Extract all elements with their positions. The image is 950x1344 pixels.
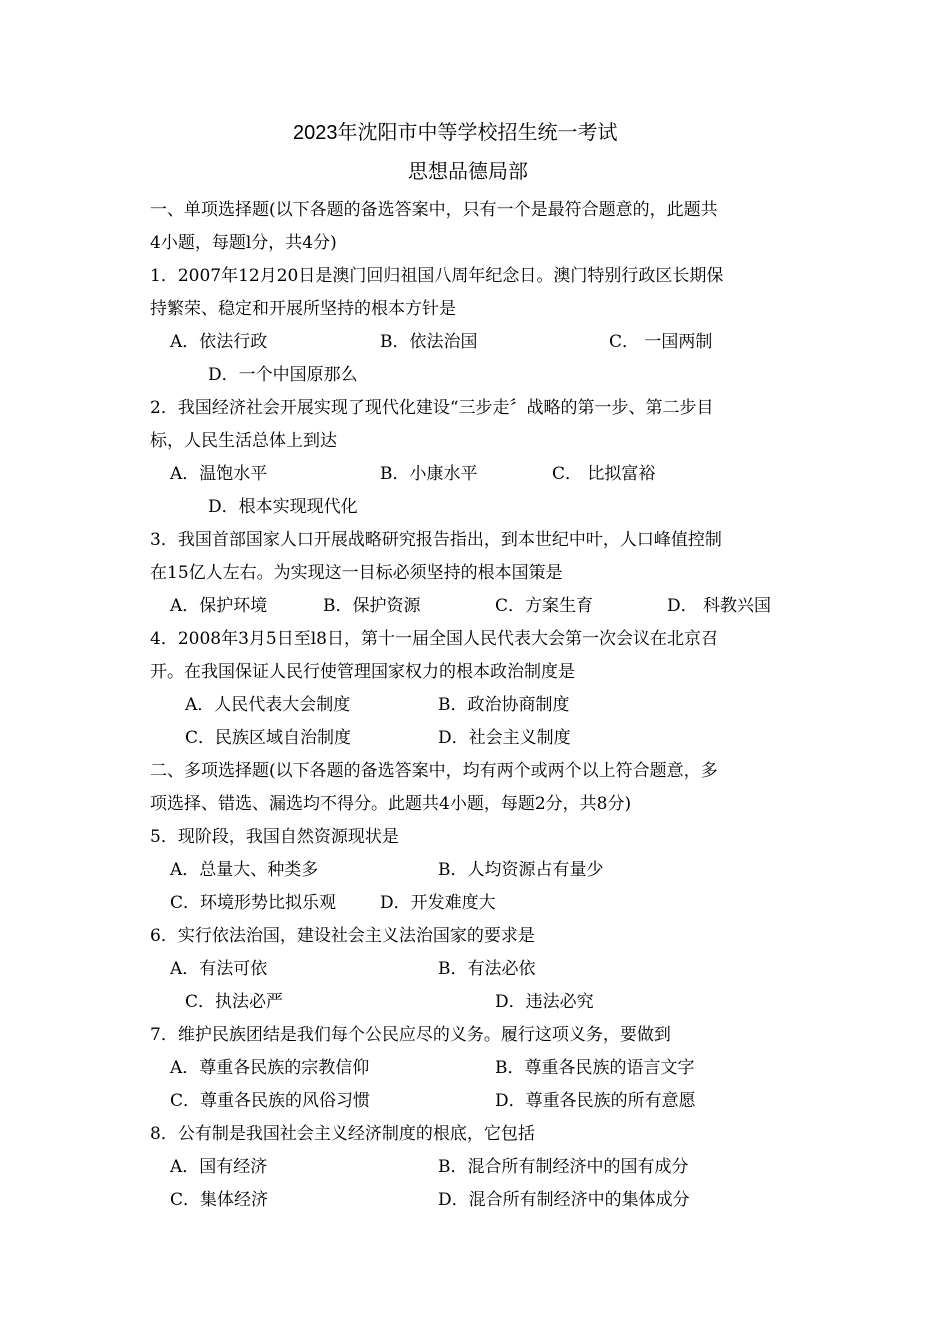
q1-stem-line1: 1．2007年12月20日是澳门回归祖国八周年纪念日。澳门特别行政区长期保: [150, 266, 724, 286]
q8-option-d: D．混合所有制经济中的集体成分: [438, 1190, 690, 1210]
q5-option-b: B．人均资源占有量少: [438, 860, 604, 880]
q4-option-b: B．政治协商制度: [438, 695, 570, 715]
section2-heading-line2: 项选择、错选、漏选均不得分。此题共4小题，每题2分，共8分): [150, 794, 632, 814]
q1-option-c: C． 一国两制: [609, 332, 713, 352]
section1-heading-line2: 4小题，每题l分，共4分): [150, 233, 337, 253]
q2-option-a: A．温饱水平: [170, 464, 268, 484]
q7-option-c: C．尊重各民族的风俗习惯: [170, 1091, 371, 1111]
q2-stem-line1: 2．我国经济社会开展实现了现代化建设“三步走〞战略的第一步、第二步目: [150, 398, 714, 418]
q4-option-d: D．社会主义制度: [438, 728, 571, 748]
q7-option-a: A．尊重各民族的宗教信仰: [170, 1058, 370, 1078]
q1-option-b: B．依法治国: [380, 332, 478, 352]
q8-option-b: B．混合所有制经济中的国有成分: [438, 1157, 689, 1177]
q1-option-a: A．依法行政: [170, 332, 268, 352]
q7-option-d: D．尊重各民族的所有意愿: [495, 1091, 696, 1111]
q7-stem: 7．维护民族团结是我们每个公民应尽的义务。履行这项义务，要做到: [150, 1025, 671, 1045]
q2-option-d: D．根本实现现代化: [208, 497, 358, 517]
q6-option-d: D．违法必究: [495, 992, 594, 1012]
q5-option-a: A．总量大、种类多: [170, 860, 319, 880]
q3-option-c: C．方案生育: [495, 596, 594, 616]
q1-option-d: D．一个中国原那么: [208, 365, 358, 385]
page-subtitle: 思想品德局部: [408, 159, 528, 183]
q2-option-c: C． 比拟富裕: [552, 464, 656, 484]
q5-option-d: D．开发难度大: [380, 893, 496, 913]
q8-option-c: C．集体经济: [170, 1190, 269, 1210]
q4-option-a: A．人民代表大会制度: [185, 695, 351, 715]
q6-stem: 6．实行依法治国，建设社会主义法治国家的要求是: [150, 926, 535, 946]
page-title: 2023年沈阳市中等学校招生统一考试: [293, 122, 618, 144]
q4-stem-line2: 开。在我国保证人民行使管理国家权力的根本政治制度是: [150, 662, 575, 682]
q5-option-c: C．环境形势比拟乐观: [170, 893, 337, 913]
q2-stem-line2: 标，人民生活总体上到达: [150, 431, 337, 451]
q3-option-d: D． 科教兴国: [667, 596, 772, 616]
q6-option-a: A．有法可依: [170, 959, 268, 979]
q3-stem-line1: 3．我国首部国家人口开展战略研究报告指出，到本世纪中叶，人口峰值控制: [150, 530, 722, 550]
q1-stem-line2: 持繁荣、稳定和开展所坚持的根本方针是: [150, 299, 456, 319]
q8-option-a: A．国有经济: [170, 1157, 268, 1177]
section1-heading-line1: 一、单项选择题(以下各题的备选答案中，只有一个是最符合题意的，此题共: [150, 200, 718, 220]
q4-stem-line1: 4．2008年3月5日至l8日，第十一届全国人民代表大会第一次会议在北京召: [150, 629, 718, 649]
q3-option-b: B．保护资源: [323, 596, 421, 616]
q5-stem: 5．现阶段，我国自然资源现状是: [150, 827, 399, 847]
q3-option-a: A．保护环境: [170, 596, 268, 616]
section2-heading-line1: 二、多项选择题(以下各题的备选答案中，均有两个或两个以上符合题意，多: [150, 761, 718, 781]
q6-option-c: C．执法必严: [185, 992, 284, 1012]
q4-option-c: C．民族区域自治制度: [185, 728, 352, 748]
q7-option-b: B．尊重各民族的语言文字: [495, 1058, 695, 1078]
q3-stem-line2: 在15亿人左右。为实现这一目标必须坚持的根本国策是: [150, 563, 563, 583]
q6-option-b: B．有法必依: [438, 959, 536, 979]
q8-stem: 8．公有制是我国社会主义经济制度的根底，它包括: [150, 1124, 535, 1144]
q2-option-b: B．小康水平: [380, 464, 478, 484]
